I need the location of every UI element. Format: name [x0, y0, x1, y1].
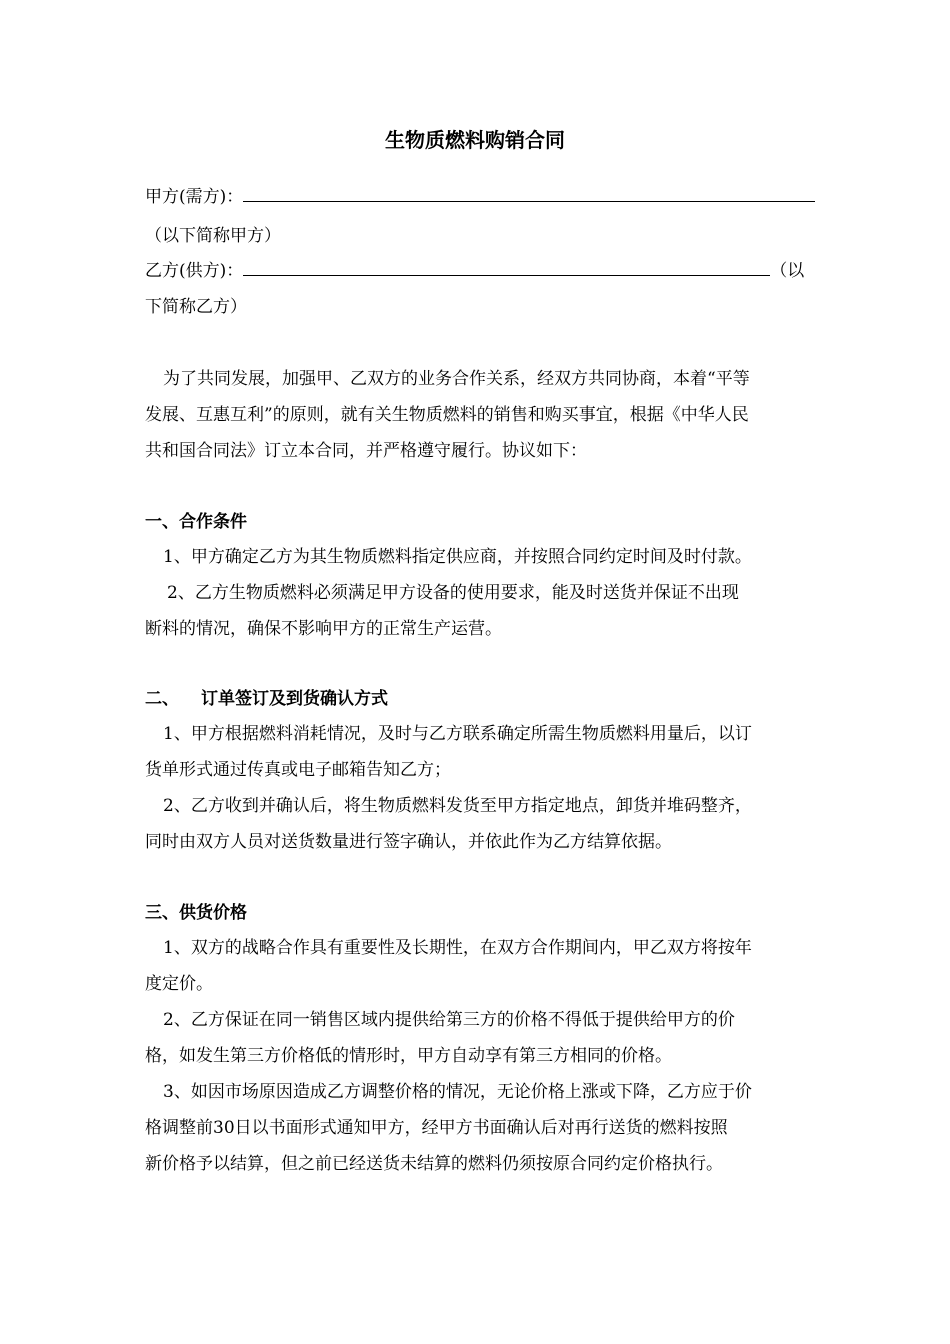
intro-line: 发展、互惠互利”的原则，就有关生物质燃料的销售和购买事宜，根据《中华人民 [145, 405, 749, 425]
section-2-line: 1、甲方根据燃料消耗情况，及时与乙方联系确定所需生物质燃料用量后，以订 [163, 724, 752, 744]
section-2-line: 2、乙方收到并确认后，将生物质燃料发货至甲方指定地点，卸货并堆码整齐， [163, 796, 752, 816]
section-1-line: 1、甲方确定乙方为其生物质燃料指定供应商，并按照合同约定时间及时付款。 [163, 547, 752, 567]
section-2-line: 货单形式通过传真或电子邮箱告知乙方； [145, 760, 451, 780]
party-b-label: 乙方(供方)： [145, 261, 244, 281]
party-b-suffix-a: （以 [770, 261, 805, 281]
section-3-line: 格调整前30日以书面形式通知甲方，经甲方书面确认后对再行送货的燃料按照 [145, 1118, 728, 1138]
section-2-number: 二、 [145, 689, 179, 709]
section-3-line: 3、如因市场原因造成乙方调整价格的情况，无论价格上涨或下降，乙方应于价 [163, 1082, 752, 1102]
section-1-line: 2、乙方生物质燃料必须满足甲方设备的使用要求，能及时送货并保证不出现 [167, 583, 739, 603]
section-heading-2 [145, 687, 820, 711]
section-3-line: 度定价。 [145, 974, 213, 994]
section-2-line: 同时由双方人员对送货数量进行签字确认，并依此作为乙方结算依据。 [145, 832, 672, 852]
party-a-label: 甲方(需方)： [145, 187, 244, 207]
section-3-line: 2、乙方保证在同一销售区域内提供给第三方的价格不得低于提供给甲方的价 [163, 1010, 735, 1030]
intro-line: 为了共同发展，加强甲、乙双方的业务合作关系，经双方共同协商，本着“平等 [163, 369, 750, 389]
party-a-blank [243, 185, 815, 202]
document-title: 生物质燃料购销合同 [385, 128, 565, 152]
party-b-blank [243, 259, 770, 276]
section-heading-1: 一、合作条件 [145, 512, 247, 532]
section-3-line: 1、双方的战略合作具有重要性及长期性，在双方合作期间内，甲乙双方将按年 [163, 938, 752, 958]
section-heading-3: 三、供货价格 [145, 903, 247, 923]
section-1-line: 断料的情况，确保不影响甲方的正常生产运营。 [145, 619, 502, 639]
party-a-line [145, 185, 820, 209]
section-3-line: 格，如发生第三方价格低的情形时，甲方自动享有第三方相同的价格。 [145, 1046, 672, 1066]
section-2-title: 订单签订及到货确认方式 [201, 689, 388, 709]
intro-line: 共和国合同法》订立本合同，并严格遵守履行。协议如下： [145, 441, 587, 461]
party-b-line [145, 259, 820, 283]
party-a-suffix: （以下简称甲方） [145, 226, 281, 246]
party-b-suffix-b: 下简称乙方） [145, 297, 247, 317]
section-3-line: 新价格予以结算，但之前已经送货未结算的燃料仍须按原合同约定价格执行。 [145, 1154, 723, 1174]
